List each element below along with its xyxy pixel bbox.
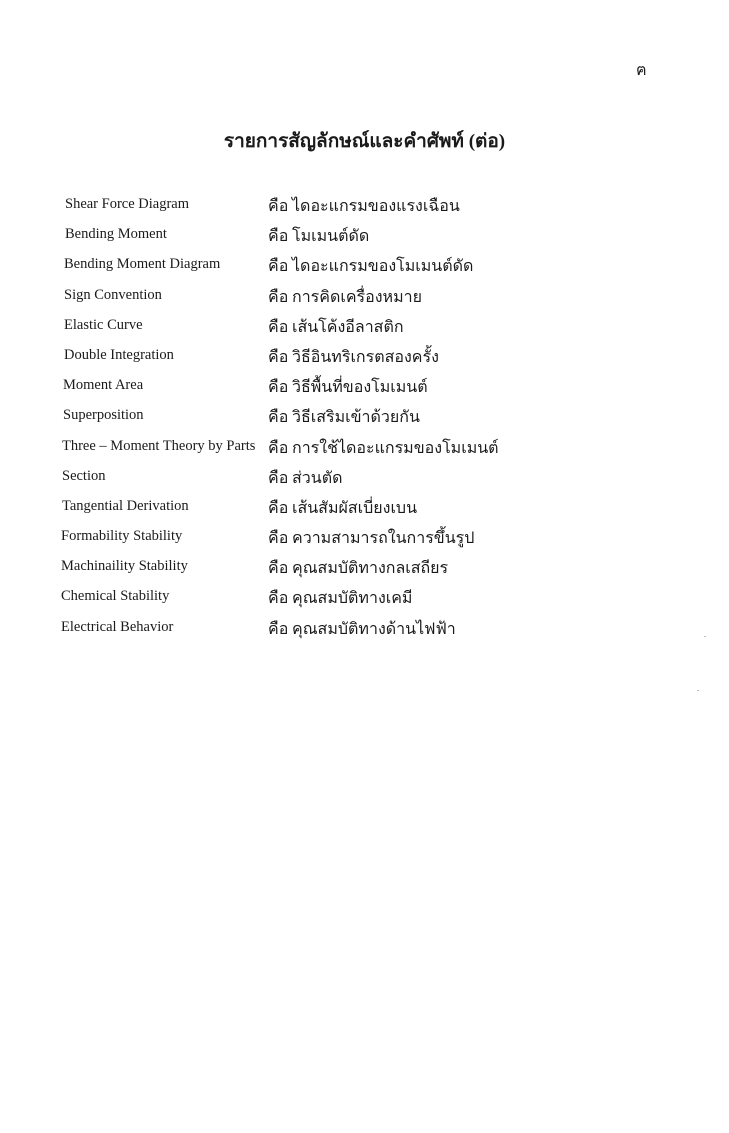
term-english: Moment Area bbox=[63, 377, 144, 394]
term-thai: ไดอะแกรมของแรงเฉือน bbox=[292, 198, 460, 215]
term-english: Superposition bbox=[63, 407, 144, 424]
term-thai: คุณสมบัติทางเคมี bbox=[292, 590, 413, 608]
term-thai: วิธีพื้นที่ของโมเมนต์ bbox=[292, 379, 428, 397]
term-separator: คือ bbox=[268, 560, 289, 578]
glossary-row bbox=[0, 584, 729, 614]
term-english: Bending Moment Diagram bbox=[64, 256, 221, 273]
term-english: Three – Moment Theory by Parts bbox=[62, 437, 256, 454]
glossary-list bbox=[0, 192, 729, 645]
glossary-row bbox=[0, 222, 729, 252]
term-separator: คือ bbox=[268, 379, 289, 397]
term-thai: คุณสมบัติทางด้านไฟฟ้า bbox=[292, 620, 456, 638]
term-separator: คือ bbox=[268, 318, 289, 336]
glossary-row bbox=[0, 192, 729, 222]
term-separator: คือ bbox=[268, 530, 289, 548]
term-separator: คือ bbox=[268, 348, 289, 366]
glossary-row bbox=[0, 524, 729, 554]
term-thai: การใช้ไดอะแกรมของโมเมนต์ bbox=[292, 439, 499, 457]
term-separator: คือ bbox=[268, 228, 289, 246]
scan-speck bbox=[704, 636, 706, 637]
term-thai: ความสามารถในการขึ้นรูป bbox=[292, 530, 475, 548]
glossary-row bbox=[0, 494, 729, 524]
glossary-row bbox=[0, 403, 729, 433]
glossary-row bbox=[0, 313, 729, 343]
glossary-row bbox=[0, 615, 729, 645]
glossary-row bbox=[0, 373, 729, 403]
term-english: Sign Convention bbox=[64, 286, 162, 303]
term-english: Machinaility Stability bbox=[61, 558, 188, 575]
term-english: Electrical Behavior bbox=[61, 618, 174, 635]
term-thai: การคิดเครื่องหมาย bbox=[292, 288, 422, 306]
term-thai: คุณสมบัติทางกลเสถียร bbox=[292, 560, 449, 578]
term-english: Formability Stability bbox=[61, 528, 183, 545]
term-thai: วิธีอินทริเกรตสองครั้ง bbox=[292, 348, 439, 366]
glossary-row bbox=[0, 434, 729, 464]
glossary-row bbox=[0, 283, 729, 313]
glossary-row bbox=[0, 252, 729, 282]
term-thai: ไดอะแกรมของโมเมนต์ดัด bbox=[292, 258, 474, 276]
term-english: Bending Moment bbox=[65, 226, 167, 243]
term-english: Shear Force Diagram bbox=[65, 196, 190, 212]
term-thai: เส้นสัมผัสเบี่ยงเบน bbox=[292, 499, 417, 517]
term-separator: คือ bbox=[268, 198, 289, 215]
term-english: Double Integration bbox=[64, 346, 174, 363]
term-separator: คือ bbox=[268, 258, 289, 276]
term-english: Section bbox=[62, 467, 106, 484]
term-separator: คือ bbox=[268, 409, 289, 427]
scan-speck bbox=[697, 690, 699, 691]
page-title: รายการสัญลักษณ์และคำศัพท์ (ต่อ) bbox=[223, 131, 506, 152]
term-separator: คือ bbox=[268, 439, 289, 457]
term-english: Chemical Stability bbox=[61, 588, 170, 605]
glossary-row bbox=[0, 554, 729, 584]
page-number: ฅ bbox=[636, 62, 647, 79]
term-english: Elastic Curve bbox=[64, 316, 143, 333]
term-thai: ส่วนตัด bbox=[292, 469, 343, 487]
term-thai: วิธีเสริมเข้าด้วยกัน bbox=[292, 409, 420, 427]
term-thai: โมเมนต์ดัด bbox=[292, 228, 370, 246]
term-separator: คือ bbox=[268, 288, 289, 306]
term-english: Tangential Derivation bbox=[62, 497, 189, 514]
term-separator: คือ bbox=[268, 469, 289, 487]
glossary-row bbox=[0, 464, 729, 494]
glossary-row bbox=[0, 343, 729, 373]
term-separator: คือ bbox=[268, 620, 289, 638]
term-separator: คือ bbox=[268, 499, 289, 517]
term-thai: เส้นโค้งอีลาสติก bbox=[292, 318, 404, 336]
term-separator: คือ bbox=[268, 590, 289, 608]
